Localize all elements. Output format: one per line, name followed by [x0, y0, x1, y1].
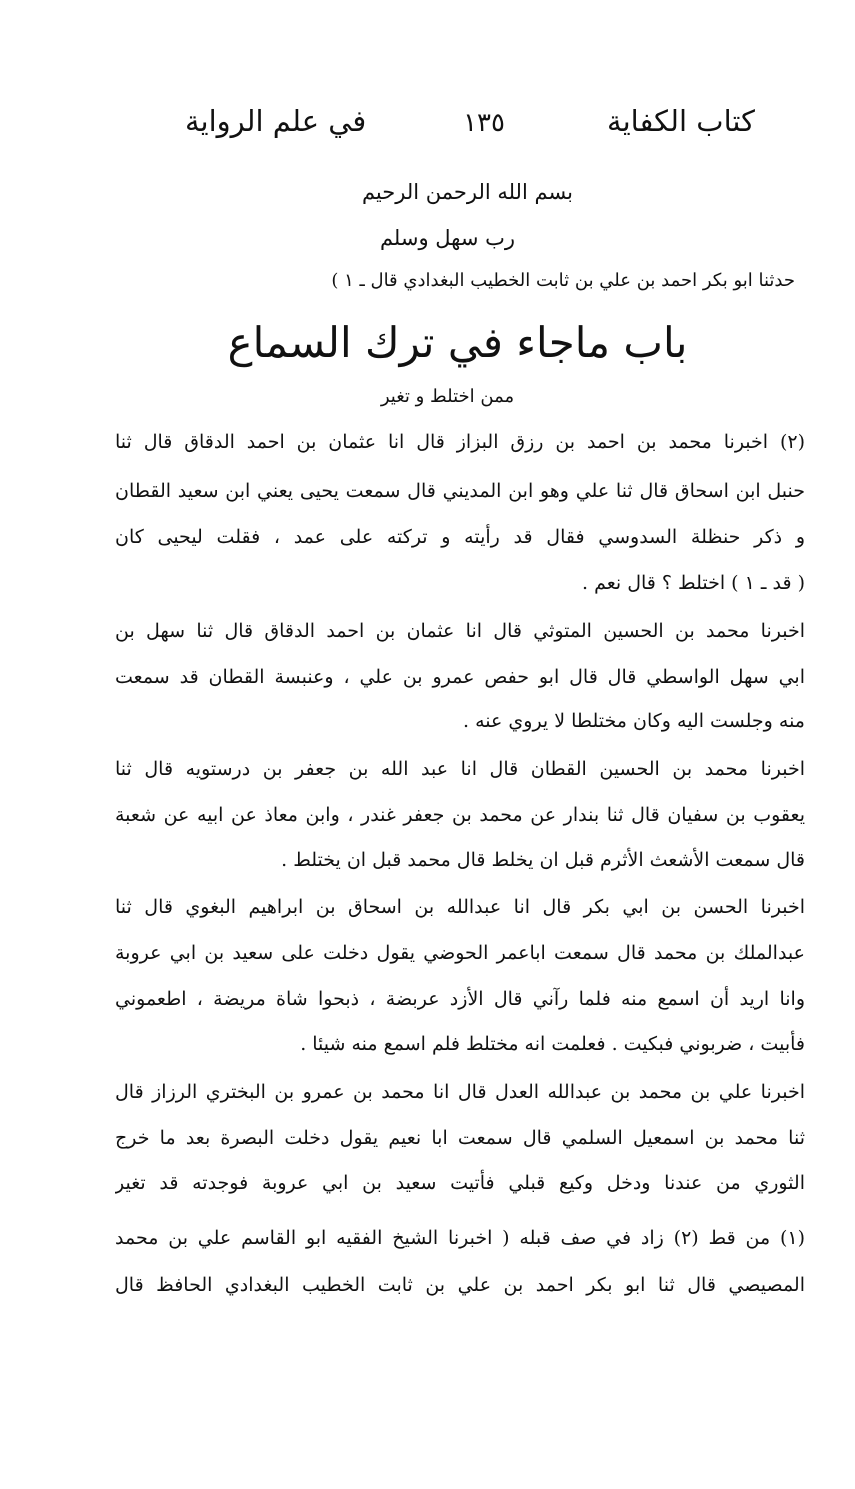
body-line: ثنا محمد بن اسمعيل السلمي قال سمعت ابا نعيم يقول دخلت البصرة بعد ما خرج [115, 1127, 805, 1149]
book-subtitle: في علم الرواية [185, 104, 367, 138]
book-title: كتاب الكفاية [607, 104, 755, 138]
footnote-line: المصيصي قال ثنا ابو بكر احمد بن علي بن ثابت الخطيب البغدادي الحافظ قال [115, 1274, 805, 1296]
body-line: قال سمعت الأشعث الأثرم قبل ان يخلط قال محمد قبل ان يختلط . [281, 849, 805, 871]
page-number: ١٣٥ [463, 108, 505, 138]
body-line: فأبيت ، ضربوني فبكيت . فعلمت انه مختلط فلم اسمع منه شيئا . [300, 1033, 805, 1055]
running-header [185, 104, 755, 154]
body-line: ( قد ـ ١ ) اختلط ؟ قال نعم . [581, 572, 805, 594]
body-line: اخبرنا محمد بن الحسين القطان قال انا عبد الله بن جعفر بن درستويه قال ثنا [115, 758, 805, 780]
chapter-subtitle: ممن اختلط و تغير [380, 386, 515, 407]
body-line: و ذكر حنظلة السدوسي فقال قد رأيته و تركته على عمد ، فقلت ليحيى كان [115, 526, 805, 548]
body-line: (٢) اخبرنا محمد بن احمد بن رزق البزاز قال انا عثمان بن احمد الدقاق قال ثنا [115, 431, 805, 453]
invocation: رب سهل وسلم [379, 226, 516, 250]
body-line: عبدالملك بن محمد قال سمعت اباعمر الحوضي يقول دخلت على سعيد بن ابي عروبة [115, 942, 805, 964]
body-line: وانا اريد أن اسمع منه فلما رآني قال الأزد عربضة ، ذبحوا شاة مريضة ، اطعموني [115, 988, 805, 1010]
body-line: اخبرنا الحسن بن ابي بكر قال انا عبدالله بن اسحاق بن ابراهيم البغوي قال ثنا [115, 896, 805, 918]
body-line: حنبل ابن اسحاق قال ثنا علي وهو ابن المديني قال سمعت يحيى يعني ابن سعيد القطان [115, 480, 805, 502]
body-line: يعقوب بن سفيان قال ثنا بندار عن محمد بن جعفر غندر ، وابن معاذ عن ابيه عن شعبة [115, 804, 805, 826]
body-line: اخبرنا محمد بن الحسين المتوثي قال انا عثمان بن احمد الدقاق قال ثنا سهل بن [115, 620, 805, 642]
body-line: ابي سهل الواسطي قال قال ابو حفص عمرو بن علي ، وعنبسة القطان قد سمعت [115, 666, 805, 688]
footnote-line: (١) من قط (٢) زاد في صف قبله ( اخبرنا الشيخ الفقيه ابو القاسم علي بن محمد [115, 1227, 805, 1249]
body-line: الثوري من عندنا ودخل وكيع قبلي فأتيت سعيد بن ابي عروبة فوجدته قد تغير [115, 1172, 805, 1194]
basmala: بسم الله الرحمن الرحيم [361, 180, 574, 204]
opening-isnad: حدثنا ابو بكر احمد بن علي بن ثابت الخطيب البغدادي قال ـ ١ ) [331, 270, 795, 291]
body-line: منه وجلست اليه وكان مختلطا لا يروي عنه . [463, 710, 805, 732]
chapter-title: باب ماجاء في ترك السماع [227, 318, 688, 367]
body-line: اخبرنا علي بن محمد بن عبدالله العدل قال انا محمد بن عمرو بن البختري الرزاز قال [115, 1081, 805, 1103]
